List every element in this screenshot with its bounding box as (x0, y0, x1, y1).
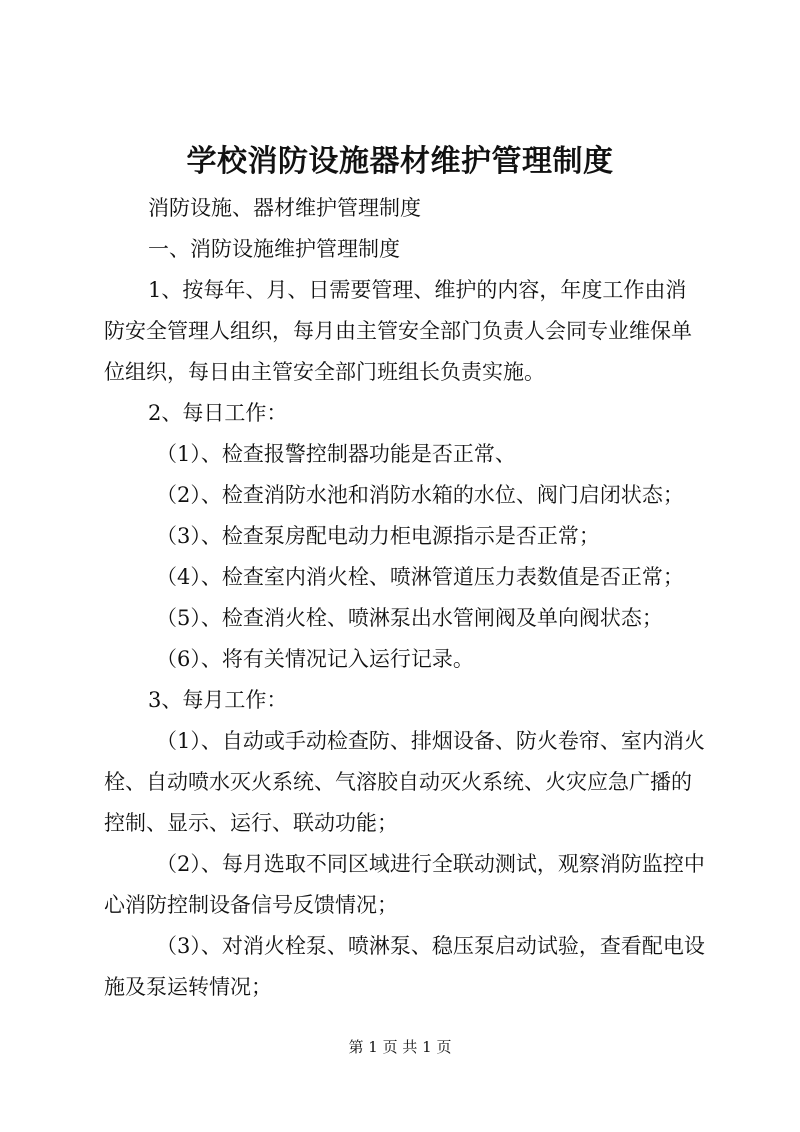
section-heading: 一、消防设施维护管理制度 (148, 237, 400, 261)
list-item-continuation: 心消防控制设备信号反馈情况； (104, 893, 398, 917)
paragraph-line: 1、按每年、月、日需要管理、维护的内容，年度工作由消 (148, 278, 687, 302)
list-item-continuation: 施及泵运转情况； (104, 975, 272, 999)
list-item: （2）、每月选取不同区域进行全联动测试，观察消防监控中 (156, 852, 705, 876)
subsection-heading: 3、每月工作： (148, 688, 288, 712)
subsection-heading: 2、每日工作： (148, 401, 288, 425)
list-item: （3）、检查泵房配电动力柜电源指示是否正常； (156, 524, 600, 548)
document-title: 学校消防设施器材维护管理制度 (186, 144, 614, 179)
paragraph-line: 防安全管理人组织，每月由主管安全部门负责人会同专业维保单 (104, 319, 692, 343)
list-item: （1）、检查报警控制器功能是否正常、 (156, 442, 516, 466)
list-item: （1）、自动或手动检查防、排烟设备、防火卷帘、室内消火 (156, 729, 705, 753)
list-item-continuation: 栓、自动喷水灭火系统、气溶胶自动灭火系统、火灾应急广播的 (104, 770, 692, 794)
list-item: （5）、检查消火栓、喷淋泵出水管闸阀及单向阀状态； (156, 606, 663, 630)
list-item: （2）、检查消防水池和消防水箱的水位、阀门启闭状态； (156, 483, 684, 507)
page-footer: 第 1 页 共 1 页 (348, 1038, 452, 1056)
list-item-continuation: 控制、显示、运行、联动功能； (104, 811, 398, 835)
paragraph-line: 位组织，每日由主管安全部门班组长负责实施。 (104, 360, 545, 384)
document-body (104, 188, 704, 1008)
list-item: （6）、将有关情况记入运行记录。 (156, 647, 474, 671)
subtitle-line: 消防设施、器材维护管理制度 (148, 196, 421, 220)
list-item: （3）、对消火栓泵、喷淋泵、稳压泵启动试验，查看配电设 (156, 934, 705, 958)
list-item: （4）、检查室内消火栓、喷淋管道压力表数值是否正常； (156, 565, 684, 589)
